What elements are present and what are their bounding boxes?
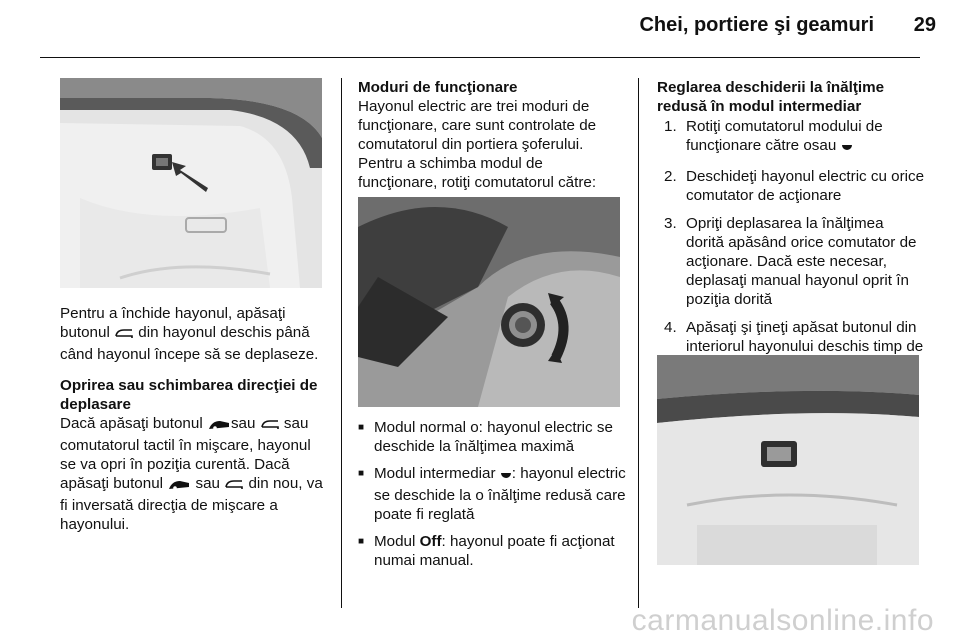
step-text: Apăsaţi şi ţineţi apăsat butonul din interiorul hayonului deschis timp de	[686, 319, 924, 355]
para1-text-a: Pentru a închide hayonul, apăsaţi butonul	[60, 305, 286, 341]
bullet-square-icon: ■	[358, 468, 365, 479]
stop-direction-paragraph	[60, 414, 328, 534]
list-item	[358, 532, 630, 570]
tailgate-button-photo	[60, 78, 322, 288]
tailgate-close-icon	[224, 477, 244, 496]
para2-text-c: sau comutatorul tactil în mişcare, hayonul se va opri în poziţia curentă. Dacă apăsaţi butonul	[60, 415, 311, 492]
reduced-height-heading: Reglarea deschiderii la înălţime redusă în modul intermediar	[657, 79, 885, 115]
intermediate-mode-icon	[841, 139, 853, 158]
step-number: 4.	[664, 319, 677, 336]
close-tailgate-paragraph	[60, 304, 328, 364]
tailgate-inner-button-photo	[657, 355, 919, 565]
step-number: 2.	[664, 168, 677, 185]
list-item	[358, 418, 630, 456]
step-text: Opriţi deplasarea la înălţimea dorită apăsând orice comutator de acţionare. Dacă este necesar, deplasaţi manual hayonul oprit în poziţia dorită	[686, 215, 917, 308]
column-divider	[638, 78, 639, 608]
bullet-text	[374, 532, 630, 570]
step-text	[686, 117, 925, 158]
page-header-title: Chei, portiere şi geamuri	[639, 14, 874, 36]
step-text-body: Rotiţi comutatorul modului de funcţionare către osau	[686, 118, 883, 154]
step-number: 3.	[664, 215, 677, 232]
tailgate-close-icon	[260, 417, 280, 436]
column-3-text	[657, 78, 925, 384]
bullet-text-b: : hayonul poate fi acţionat numai manual.	[374, 533, 615, 569]
para2-text-b: sau	[230, 415, 256, 432]
key-remote-icon	[167, 477, 191, 496]
para1-text-b: din hayonul deschis până când hayonul începe să se deplaseze.	[60, 324, 319, 363]
mode-bullet-list	[358, 418, 630, 578]
list-item	[664, 214, 925, 309]
header-rule	[40, 57, 920, 58]
bullet-square-icon: ■	[358, 422, 365, 433]
watermark: carmanualsonline.info	[631, 604, 934, 637]
bullet-text	[374, 464, 630, 524]
bullet-text-a: Modul	[374, 533, 416, 550]
page-number: 29	[913, 14, 936, 36]
list-item	[358, 464, 630, 524]
list-item	[664, 117, 925, 158]
operating-modes-heading: Moduri de funcţionare	[358, 79, 518, 96]
column-divider	[341, 78, 342, 608]
bullet-text-a: Modul intermediar	[374, 465, 496, 482]
bullet-text: Modul normal o: hayonul electric se deschide la înălţimea maximă	[374, 419, 613, 455]
bullet-square-icon: ■	[358, 536, 365, 547]
step-number: 1.	[664, 118, 677, 135]
column-2-text	[358, 78, 626, 192]
key-remote-icon	[207, 417, 231, 436]
step-text: Deschideţi hayonul electric cu orice comutator de acţionare	[686, 168, 925, 204]
bullet-text-b: : hayonul electric se deschide la o înălţime redusă care poate fi reglată	[374, 465, 626, 523]
door-switch-photo	[358, 197, 620, 407]
intermediate-mode-icon	[500, 467, 512, 486]
list-item	[664, 167, 925, 205]
para2-text-a: Dacă apăsaţi butonul	[60, 415, 203, 432]
tailgate-close-icon	[114, 326, 134, 345]
para2-text-d: sau	[195, 475, 220, 492]
stop-direction-heading: Oprirea sau schimbarea direcţiei de deplasare	[60, 377, 318, 413]
para2-text-e: din nou, va fi inversată direcţia de mişcare a hayonului.	[60, 475, 323, 533]
column-1-text	[60, 304, 328, 534]
operating-modes-intro: Hayonul electric are trei moduri de funcţionare, care sunt controlate de comutatorul din portiera şoferului. Pentru a schimba modul de funcţionare, rotiţi comutatorul către:	[358, 98, 597, 191]
bullet-bold-off: Off	[419, 533, 442, 550]
